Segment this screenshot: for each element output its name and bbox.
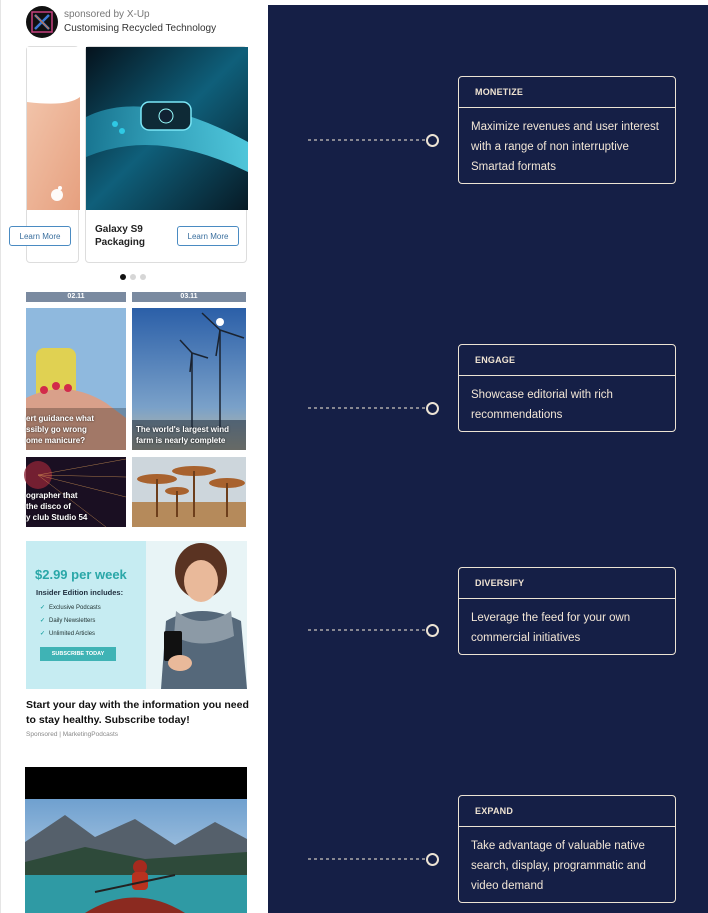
feature-description: Maximize revenues and user interest with a range of non interruptive Smartad formats [471,121,659,173]
feature-title: EXPAND [459,796,675,827]
list-item: ✓ Exclusive Podcasts [40,605,101,611]
dotted-connector [308,858,426,860]
feature-description: Showcase editorial with rich recommendations [471,389,613,421]
list-item: ✓ Daily Newsletters [40,618,96,624]
carousel-card[interactable] [85,46,247,263]
carousel-dot[interactable] [130,274,136,280]
carousel-dot[interactable] [120,274,126,280]
features-panel [268,5,708,913]
feature-card-engage [458,344,676,432]
date-label: 02.11 [26,292,126,302]
carousel-card[interactable] [19,46,79,263]
feature-card-expand [458,795,676,903]
article-tile[interactable] [132,308,246,450]
promo-headline[interactable]: Start your day with the information you need to stay healthy. Subscribe today! [26,699,249,726]
feed-preview [0,0,268,913]
card-title: Galaxy S9 Packaging [95,224,146,248]
promo-feature-list [40,602,101,641]
promo-sponsor-label: Sponsored | MarketingPodcasts [26,731,119,738]
subscribe-button[interactable]: SUBSCRIBE TODAY [40,647,116,661]
sponsor-tagline: Customising Recycled Technology [64,23,217,34]
learn-more-button[interactable]: Learn More [9,226,71,246]
dotted-connector [308,139,426,141]
sponsor-line: sponsored by X-Up [64,9,150,20]
check-icon: ✓ [40,631,46,637]
feature-description: Take advantage of valuable native search, display, programmatic and video demand [471,840,646,892]
tile-caption: ert guidance what ssibly go wrong ome manicure? [26,414,95,445]
check-icon: ✓ [40,605,46,611]
subscription-ad[interactable] [26,541,247,689]
article-tile[interactable] [26,308,126,450]
article-tile[interactable] [26,457,126,527]
feature-title: DIVERSIFY [459,568,675,599]
feature-card-diversify [458,567,676,655]
video-player[interactable] [25,767,247,913]
dotted-connector [308,407,426,409]
product-image [27,47,78,210]
promo-heading: Insider Edition includes: [36,588,124,597]
sponsor-header [26,6,216,38]
feature-title: MONETIZE [459,77,675,108]
node-circle-icon [426,134,439,147]
list-item: ✓ Unlimited Articles [40,631,96,637]
x-up-logo [26,6,58,38]
tile-caption: The world's largest wind farm is nearly complete [136,425,230,445]
dotted-connector [308,629,426,631]
date-label: 03.11 [132,292,246,302]
product-image [86,47,246,210]
check-icon: ✓ [40,618,46,624]
feature-card-monetize [458,76,676,184]
node-circle-icon [426,624,439,637]
tile-caption: ographer that the disco of y club Studio 54 [26,491,88,522]
feature-title: ENGAGE [459,345,675,376]
learn-more-button[interactable]: Learn More [177,226,239,246]
node-circle-icon [426,853,439,866]
promo-price: $2.99 per week [35,567,127,582]
node-circle-icon [426,402,439,415]
carousel-pagination[interactable] [120,274,146,280]
carousel-dot[interactable] [140,274,146,280]
feature-description: Leverage the feed for your own commercial initiatives [471,612,631,644]
article-tile[interactable] [132,457,246,527]
